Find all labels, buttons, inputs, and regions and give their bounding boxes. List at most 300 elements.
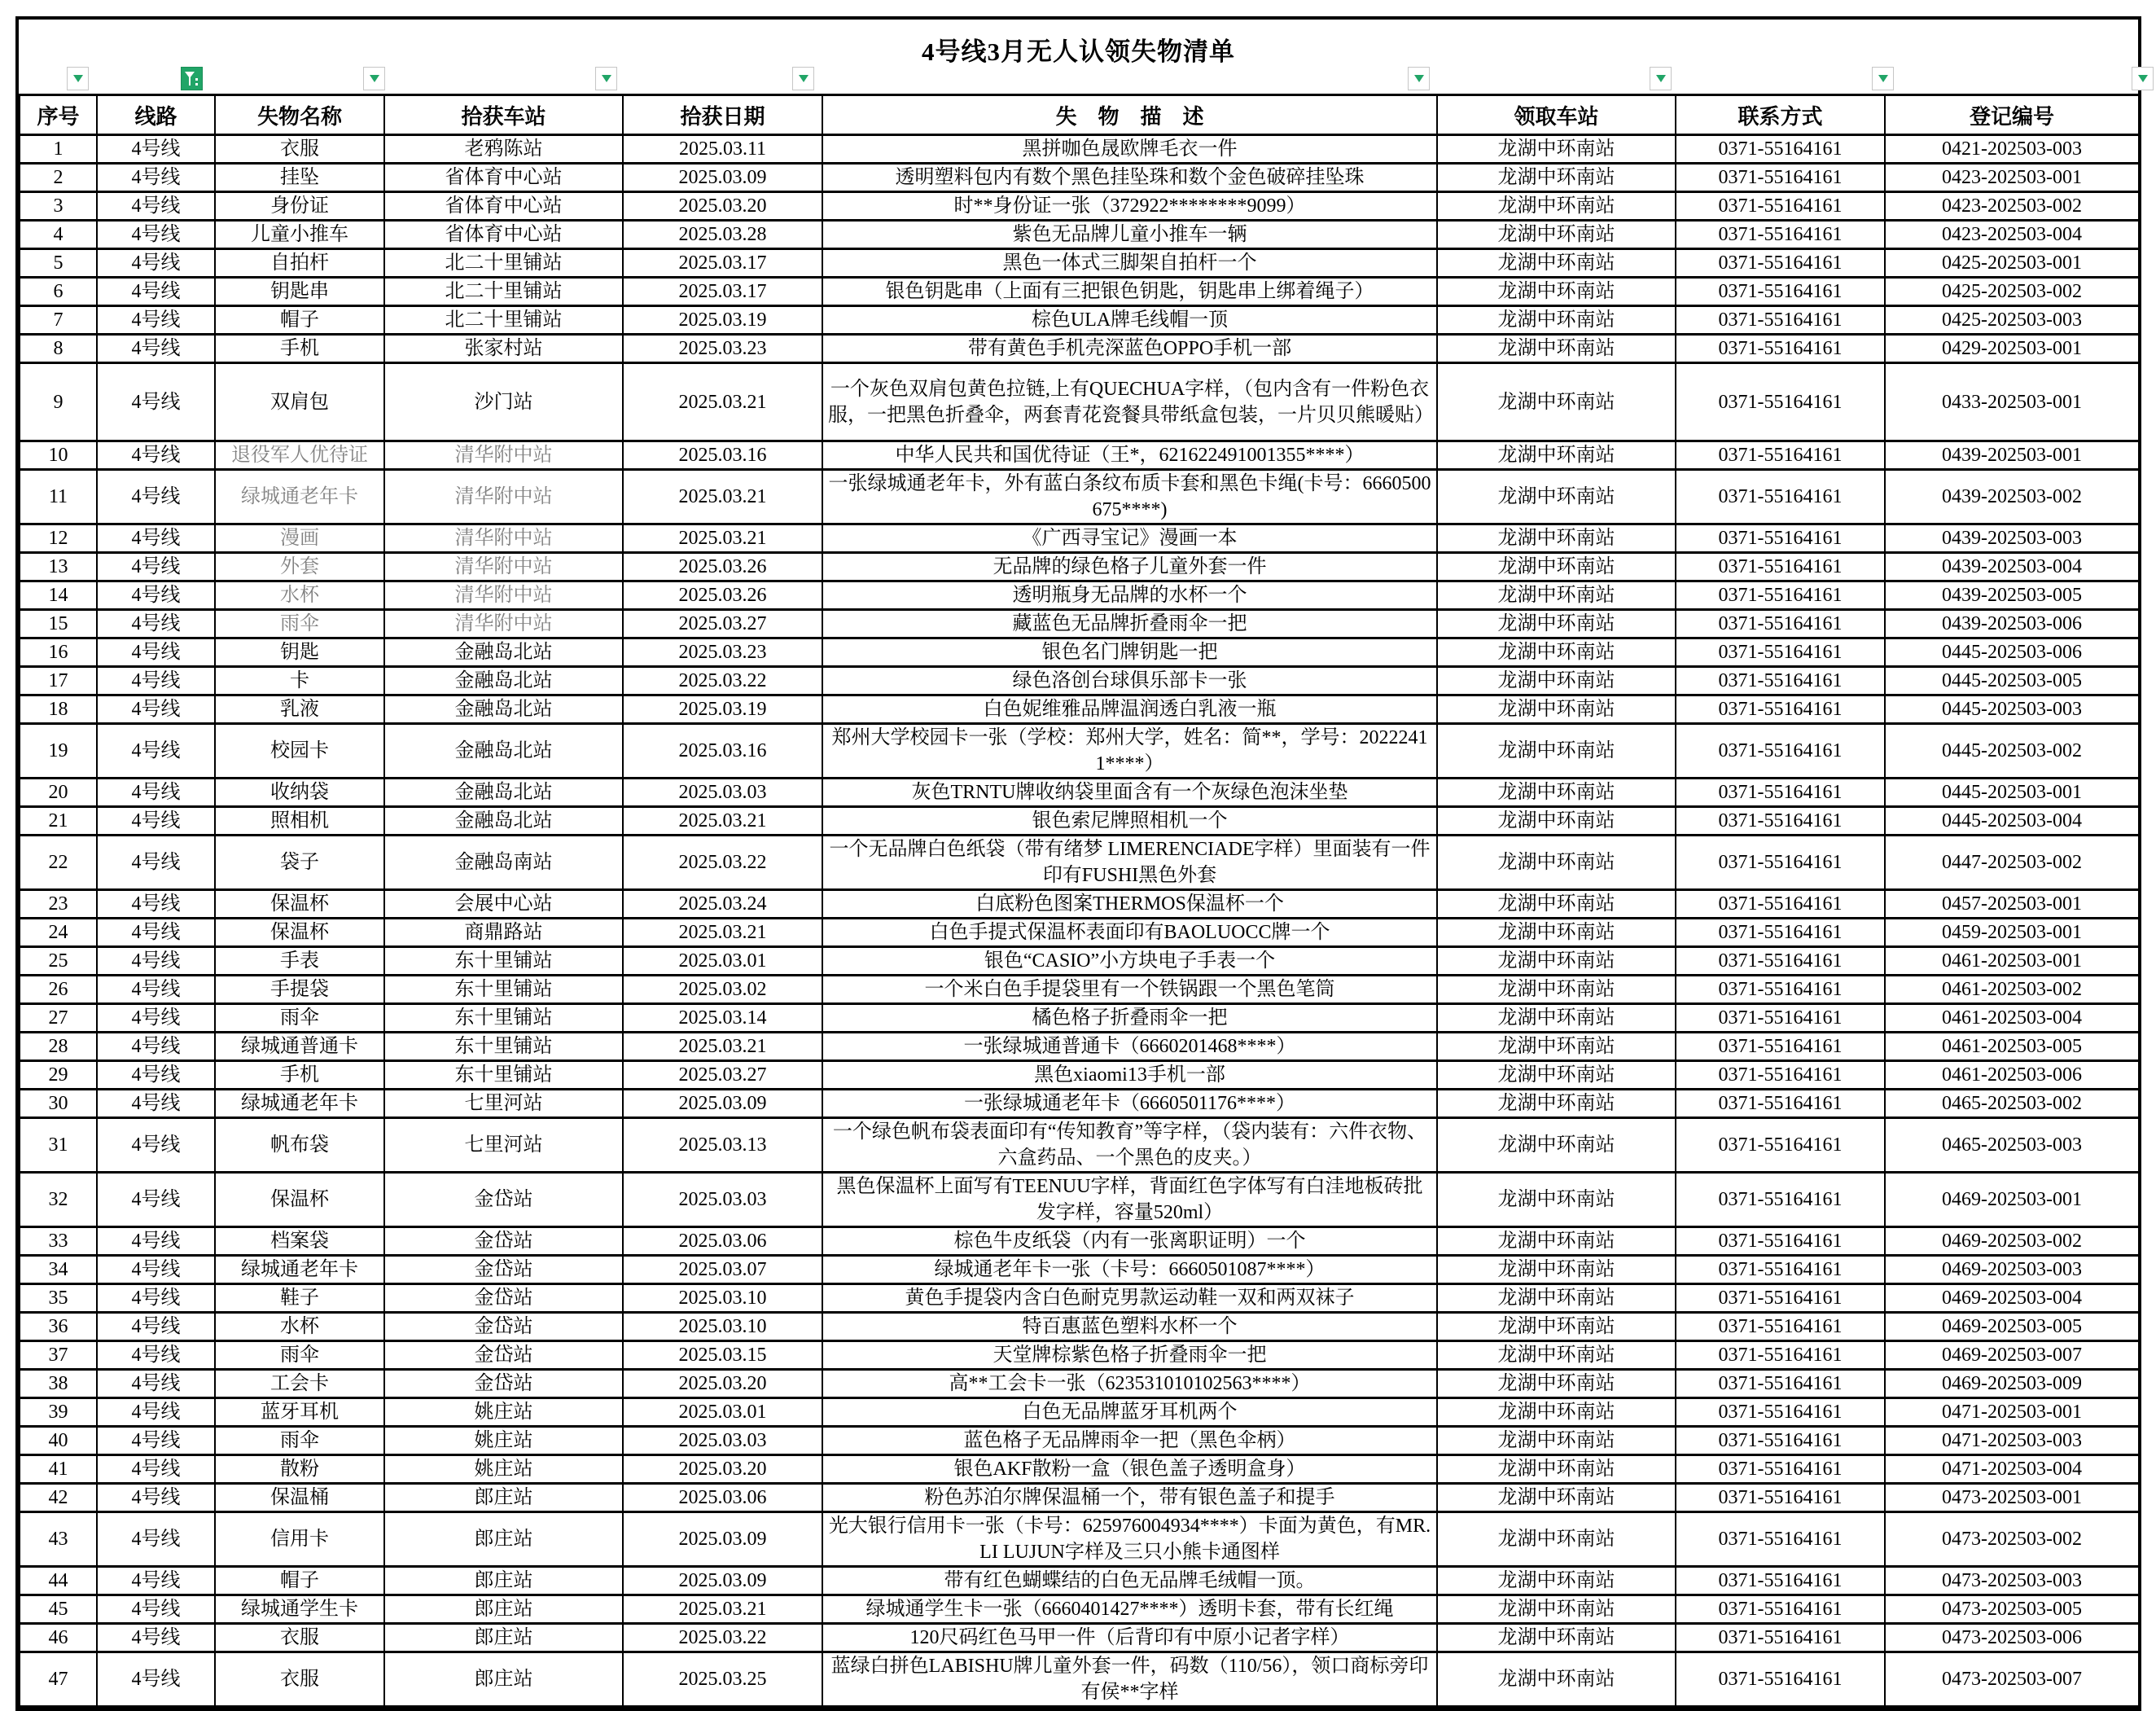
cell-no[interactable]: 8 <box>20 335 97 363</box>
cell-description[interactable]: 透明塑料包内有数个黑色挂坠珠和数个金色破碎挂坠珠 <box>822 164 1437 192</box>
cell-reg-no[interactable]: 0445-202503-003 <box>1885 695 2139 724</box>
cell-found-date[interactable]: 2025.03.20 <box>623 192 822 221</box>
cell-reg-no[interactable]: 0471-202503-004 <box>1885 1455 2139 1484</box>
cell-contact[interactable]: 0371-55164161 <box>1676 470 1885 524</box>
cell-reg-no[interactable]: 0445-202503-006 <box>1885 638 2139 667</box>
cell-description[interactable]: 银色“CASIO”小方块电子手表一个 <box>822 947 1437 976</box>
cell-line[interactable]: 4号线 <box>97 1398 215 1427</box>
cell-contact[interactable]: 0371-55164161 <box>1676 1061 1885 1090</box>
cell-line[interactable]: 4号线 <box>97 524 215 553</box>
cell-contact[interactable]: 0371-55164161 <box>1676 724 1885 779</box>
cell-pickup-station[interactable]: 龙湖中环南站 <box>1437 1455 1676 1484</box>
cell-item-name[interactable]: 双肩包 <box>215 363 384 441</box>
cell-no[interactable]: 46 <box>20 1624 97 1652</box>
cell-reg-no[interactable]: 0445-202503-001 <box>1885 779 2139 807</box>
cell-line[interactable]: 4号线 <box>97 221 215 249</box>
cell-reg-no[interactable]: 0473-202503-007 <box>1885 1652 2139 1707</box>
cell-no[interactable]: 43 <box>20 1512 97 1567</box>
cell-found-station[interactable]: 郎庄站 <box>384 1652 623 1707</box>
cell-found-date[interactable]: 2025.03.09 <box>623 1090 822 1118</box>
cell-found-date[interactable]: 2025.03.10 <box>623 1313 822 1341</box>
cell-no[interactable]: 33 <box>20 1227 97 1256</box>
cell-found-station[interactable]: 金岱站 <box>384 1284 623 1313</box>
filter-button-item-name[interactable] <box>363 67 385 90</box>
cell-line[interactable]: 4号线 <box>97 1341 215 1370</box>
cell-line[interactable]: 4号线 <box>97 1004 215 1033</box>
cell-found-date[interactable]: 2025.03.23 <box>623 335 822 363</box>
cell-line[interactable]: 4号线 <box>97 581 215 610</box>
cell-no[interactable]: 47 <box>20 1652 97 1707</box>
filter-button-found-date[interactable] <box>792 67 814 90</box>
cell-no[interactable]: 7 <box>20 306 97 335</box>
cell-line[interactable]: 4号线 <box>97 1512 215 1567</box>
cell-reg-no[interactable]: 0457-202503-001 <box>1885 890 2139 919</box>
cell-item-name[interactable]: 自拍杆 <box>215 249 384 278</box>
cell-found-date[interactable]: 2025.03.25 <box>623 1652 822 1707</box>
cell-found-date[interactable]: 2025.03.13 <box>623 1118 822 1173</box>
cell-pickup-station[interactable]: 龙湖中环南站 <box>1437 221 1676 249</box>
cell-no[interactable]: 27 <box>20 1004 97 1033</box>
cell-pickup-station[interactable]: 龙湖中环南站 <box>1437 1595 1676 1624</box>
cell-found-station[interactable]: 金融岛北站 <box>384 695 623 724</box>
cell-found-station[interactable]: 东十里铺站 <box>384 976 623 1004</box>
column-header-no[interactable]: 序号 <box>20 95 97 135</box>
cell-found-station[interactable]: 郎庄站 <box>384 1624 623 1652</box>
cell-reg-no[interactable]: 0473-202503-003 <box>1885 1567 2139 1595</box>
cell-reg-no[interactable]: 0465-202503-002 <box>1885 1090 2139 1118</box>
cell-no[interactable]: 10 <box>20 441 97 470</box>
cell-description[interactable]: 特百惠蓝色塑料水杯一个 <box>822 1313 1437 1341</box>
cell-found-date[interactable]: 2025.03.21 <box>623 524 822 553</box>
cell-pickup-station[interactable]: 龙湖中环南站 <box>1437 1033 1676 1061</box>
cell-no[interactable]: 12 <box>20 524 97 553</box>
cell-contact[interactable]: 0371-55164161 <box>1676 1227 1885 1256</box>
cell-found-date[interactable]: 2025.03.21 <box>623 1595 822 1624</box>
column-header-line[interactable]: 线路 <box>97 95 215 135</box>
cell-line[interactable]: 4号线 <box>97 890 215 919</box>
cell-description[interactable]: 一个无品牌白色纸袋（带有绪梦 LIMERENCIADE字样）里面装有一件印有FUSHI黑色外套 <box>822 836 1437 890</box>
cell-found-station[interactable]: 七里河站 <box>384 1118 623 1173</box>
cell-found-station[interactable]: 七里河站 <box>384 1090 623 1118</box>
cell-pickup-station[interactable]: 龙湖中环南站 <box>1437 363 1676 441</box>
cell-reg-no[interactable]: 0425-202503-002 <box>1885 278 2139 306</box>
cell-pickup-station[interactable]: 龙湖中环南站 <box>1437 1256 1676 1284</box>
cell-no[interactable]: 3 <box>20 192 97 221</box>
cell-description[interactable]: 银色AKF散粉一盒（银色盖子透明盒身） <box>822 1455 1437 1484</box>
cell-contact[interactable]: 0371-55164161 <box>1676 249 1885 278</box>
cell-item-name[interactable]: 水杯 <box>215 1313 384 1341</box>
cell-item-name[interactable]: 水杯 <box>215 581 384 610</box>
cell-description[interactable]: 黑拼咖色晟欧牌毛衣一件 <box>822 135 1437 164</box>
cell-item-name[interactable]: 绿城通普通卡 <box>215 1033 384 1061</box>
cell-contact[interactable]: 0371-55164161 <box>1676 976 1885 1004</box>
cell-found-station[interactable]: 姚庄站 <box>384 1455 623 1484</box>
cell-item-name[interactable]: 档案袋 <box>215 1227 384 1256</box>
cell-pickup-station[interactable]: 龙湖中环南站 <box>1437 441 1676 470</box>
cell-line[interactable]: 4号线 <box>97 1370 215 1398</box>
cell-item-name[interactable]: 鞋子 <box>215 1284 384 1313</box>
cell-description[interactable]: 中华人民共和国优待证（王*，621622491001355****） <box>822 441 1437 470</box>
cell-found-station[interactable]: 清华附中站 <box>384 610 623 638</box>
cell-found-station[interactable]: 姚庄站 <box>384 1398 623 1427</box>
cell-item-name[interactable]: 帽子 <box>215 1567 384 1595</box>
cell-contact[interactable]: 0371-55164161 <box>1676 363 1885 441</box>
cell-line[interactable]: 4号线 <box>97 1118 215 1173</box>
cell-found-date[interactable]: 2025.03.09 <box>623 1512 822 1567</box>
cell-no[interactable]: 22 <box>20 836 97 890</box>
cell-line[interactable]: 4号线 <box>97 1567 215 1595</box>
cell-contact[interactable]: 0371-55164161 <box>1676 807 1885 836</box>
cell-found-station[interactable]: 会展中心站 <box>384 890 623 919</box>
cell-reg-no[interactable]: 0471-202503-003 <box>1885 1427 2139 1455</box>
cell-description[interactable]: 黑色保温杯上面写有TEENUU字样，背面红色字体写有白洼地板砖批发字样，容量520ml） <box>822 1173 1437 1227</box>
cell-description[interactable]: 绿城通老年卡一张（卡号：6660501087****） <box>822 1256 1437 1284</box>
cell-found-date[interactable]: 2025.03.28 <box>623 221 822 249</box>
cell-pickup-station[interactable]: 龙湖中环南站 <box>1437 1398 1676 1427</box>
cell-pickup-station[interactable]: 龙湖中环南站 <box>1437 135 1676 164</box>
cell-description[interactable]: 绿城通学生卡一张（6660401427****）透明卡套，带有长红绳 <box>822 1595 1437 1624</box>
cell-line[interactable]: 4号线 <box>97 1061 215 1090</box>
cell-pickup-station[interactable]: 龙湖中环南站 <box>1437 695 1676 724</box>
cell-found-station[interactable]: 金岱站 <box>384 1370 623 1398</box>
cell-description[interactable]: 带有红色蝴蝶结的白色无品牌毛绒帽一顶。 <box>822 1567 1437 1595</box>
cell-pickup-station[interactable]: 龙湖中环南站 <box>1437 278 1676 306</box>
cell-pickup-station[interactable]: 龙湖中环南站 <box>1437 524 1676 553</box>
cell-found-station[interactable]: 东十里铺站 <box>384 947 623 976</box>
cell-found-date[interactable]: 2025.03.10 <box>623 1284 822 1313</box>
filter-button-no[interactable] <box>67 67 89 90</box>
cell-item-name[interactable]: 身份证 <box>215 192 384 221</box>
cell-contact[interactable]: 0371-55164161 <box>1676 1427 1885 1455</box>
filter-button-reg-no[interactable] <box>2132 67 2154 90</box>
cell-found-station[interactable]: 清华附中站 <box>384 553 623 581</box>
cell-no[interactable]: 29 <box>20 1061 97 1090</box>
cell-item-name[interactable]: 外套 <box>215 553 384 581</box>
cell-found-date[interactable]: 2025.03.22 <box>623 667 822 695</box>
cell-found-date[interactable]: 2025.03.01 <box>623 947 822 976</box>
cell-item-name[interactable]: 雨伞 <box>215 1427 384 1455</box>
cell-line[interactable]: 4号线 <box>97 1652 215 1707</box>
cell-description[interactable]: 紫色无品牌儿童小推车一辆 <box>822 221 1437 249</box>
cell-no[interactable]: 31 <box>20 1118 97 1173</box>
cell-description[interactable]: 一个灰色双肩包黄色拉链,上有QUECHUA字样，（包内含有一件粉色衣服，一把黑色折叠伞，两套青花瓷餐具带纸盒包装，一片贝贝熊暖贴） <box>822 363 1437 441</box>
cell-item-name[interactable]: 工会卡 <box>215 1370 384 1398</box>
cell-found-date[interactable]: 2025.03.06 <box>623 1227 822 1256</box>
cell-line[interactable]: 4号线 <box>97 1595 215 1624</box>
cell-found-date[interactable]: 2025.03.26 <box>623 581 822 610</box>
filter-button-description[interactable] <box>1408 67 1430 90</box>
cell-contact[interactable]: 0371-55164161 <box>1676 1512 1885 1567</box>
cell-description[interactable]: 郑州大学校园卡一张（学校：郑州大学，姓名：简**，学号：20222411****） <box>822 724 1437 779</box>
cell-found-date[interactable]: 2025.03.01 <box>623 1398 822 1427</box>
cell-item-name[interactable]: 散粉 <box>215 1455 384 1484</box>
cell-contact[interactable]: 0371-55164161 <box>1676 638 1885 667</box>
cell-found-date[interactable]: 2025.03.17 <box>623 278 822 306</box>
cell-description[interactable]: 透明瓶身无品牌的水杯一个 <box>822 581 1437 610</box>
cell-pickup-station[interactable]: 龙湖中环南站 <box>1437 1173 1676 1227</box>
cell-description[interactable]: 棕色ULA牌毛线帽一顶 <box>822 306 1437 335</box>
cell-no[interactable]: 26 <box>20 976 97 1004</box>
cell-found-date[interactable]: 2025.03.19 <box>623 695 822 724</box>
cell-no[interactable]: 13 <box>20 553 97 581</box>
cell-reg-no[interactable]: 0471-202503-001 <box>1885 1398 2139 1427</box>
cell-reg-no[interactable]: 0461-202503-006 <box>1885 1061 2139 1090</box>
cell-description[interactable]: 灰色TRNTU牌收纳袋里面含有一个灰绿色泡沫坐垫 <box>822 779 1437 807</box>
cell-found-date[interactable]: 2025.03.17 <box>623 249 822 278</box>
cell-reg-no[interactable]: 0425-202503-001 <box>1885 249 2139 278</box>
cell-contact[interactable]: 0371-55164161 <box>1676 667 1885 695</box>
cell-found-station[interactable]: 金岱站 <box>384 1341 623 1370</box>
cell-contact[interactable]: 0371-55164161 <box>1676 919 1885 947</box>
cell-item-name[interactable]: 保温桶 <box>215 1484 384 1512</box>
cell-item-name[interactable]: 手表 <box>215 947 384 976</box>
cell-pickup-station[interactable]: 龙湖中环南站 <box>1437 947 1676 976</box>
cell-line[interactable]: 4号线 <box>97 1455 215 1484</box>
column-header-contact[interactable]: 联系方式 <box>1676 95 1885 135</box>
cell-found-date[interactable]: 2025.03.21 <box>623 807 822 836</box>
cell-line[interactable]: 4号线 <box>97 947 215 976</box>
cell-description[interactable]: 白色手提式保温杯表面印有BAOLUOCC牌一个 <box>822 919 1437 947</box>
cell-contact[interactable]: 0371-55164161 <box>1676 524 1885 553</box>
cell-item-name[interactable]: 钥匙串 <box>215 278 384 306</box>
cell-no[interactable]: 45 <box>20 1595 97 1624</box>
cell-no[interactable]: 16 <box>20 638 97 667</box>
cell-description[interactable]: 蓝绿白拼色LABISHU牌儿童外套一件，码数（110/56），领口商标旁印有侯**字样 <box>822 1652 1437 1707</box>
cell-description[interactable]: 一个绿色帆布袋表面印有“传知教育”等字样，（袋内装有：六件衣物、六盒药品、一个黑色的皮夹。） <box>822 1118 1437 1173</box>
cell-reg-no[interactable]: 0465-202503-003 <box>1885 1118 2139 1173</box>
cell-contact[interactable]: 0371-55164161 <box>1676 1370 1885 1398</box>
cell-item-name[interactable]: 漫画 <box>215 524 384 553</box>
cell-no[interactable]: 24 <box>20 919 97 947</box>
cell-contact[interactable]: 0371-55164161 <box>1676 610 1885 638</box>
cell-description[interactable]: 粉色苏泊尔牌保温桶一个，带有银色盖子和提手 <box>822 1484 1437 1512</box>
cell-found-station[interactable]: 北二十里铺站 <box>384 278 623 306</box>
cell-contact[interactable]: 0371-55164161 <box>1676 1284 1885 1313</box>
cell-line[interactable]: 4号线 <box>97 807 215 836</box>
cell-reg-no[interactable]: 0439-202503-006 <box>1885 610 2139 638</box>
cell-found-station[interactable]: 金融岛北站 <box>384 807 623 836</box>
cell-pickup-station[interactable]: 龙湖中环南站 <box>1437 1341 1676 1370</box>
cell-description[interactable]: 天堂牌棕紫色格子折叠雨伞一把 <box>822 1341 1437 1370</box>
cell-pickup-station[interactable]: 龙湖中环南站 <box>1437 1284 1676 1313</box>
cell-contact[interactable]: 0371-55164161 <box>1676 1256 1885 1284</box>
cell-item-name[interactable]: 信用卡 <box>215 1512 384 1567</box>
cell-pickup-station[interactable]: 龙湖中环南站 <box>1437 1061 1676 1090</box>
cell-description[interactable]: 银色钥匙串（上面有三把银色钥匙，钥匙串上绑着绳子） <box>822 278 1437 306</box>
cell-pickup-station[interactable]: 龙湖中环南站 <box>1437 164 1676 192</box>
cell-reg-no[interactable]: 0423-202503-002 <box>1885 192 2139 221</box>
cell-reg-no[interactable]: 0445-202503-004 <box>1885 807 2139 836</box>
cell-contact[interactable]: 0371-55164161 <box>1676 1455 1885 1484</box>
cell-description[interactable]: 一个米白色手提袋里有一个铁锅跟一个黑色笔筒 <box>822 976 1437 1004</box>
cell-item-name[interactable]: 保温杯 <box>215 1173 384 1227</box>
cell-item-name[interactable]: 雨伞 <box>215 1004 384 1033</box>
cell-no[interactable]: 39 <box>20 1398 97 1427</box>
cell-contact[interactable]: 0371-55164161 <box>1676 1090 1885 1118</box>
cell-contact[interactable]: 0371-55164161 <box>1676 192 1885 221</box>
filter-button-contact[interactable] <box>1872 67 1894 90</box>
cell-reg-no[interactable]: 0439-202503-005 <box>1885 581 2139 610</box>
cell-found-station[interactable]: 姚庄站 <box>384 1427 623 1455</box>
cell-found-date[interactable]: 2025.03.20 <box>623 1370 822 1398</box>
cell-found-date[interactable]: 2025.03.07 <box>623 1256 822 1284</box>
column-header-pickup-station[interactable]: 领取车站 <box>1437 95 1676 135</box>
cell-line[interactable]: 4号线 <box>97 695 215 724</box>
cell-reg-no[interactable]: 0469-202503-003 <box>1885 1256 2139 1284</box>
column-header-item-name[interactable]: 失物名称 <box>215 95 384 135</box>
cell-found-station[interactable]: 北二十里铺站 <box>384 249 623 278</box>
filter-button-pickup-station[interactable] <box>1650 67 1672 90</box>
cell-found-station[interactable]: 省体育中心站 <box>384 221 623 249</box>
cell-found-station[interactable]: 郎庄站 <box>384 1567 623 1595</box>
cell-item-name[interactable]: 校园卡 <box>215 724 384 779</box>
cell-description[interactable]: 黑色一体式三脚架自拍杆一个 <box>822 249 1437 278</box>
cell-found-date[interactable]: 2025.03.21 <box>623 363 822 441</box>
cell-found-station[interactable]: 郎庄站 <box>384 1595 623 1624</box>
cell-reg-no[interactable]: 0469-202503-004 <box>1885 1284 2139 1313</box>
cell-found-date[interactable]: 2025.03.03 <box>623 1427 822 1455</box>
cell-pickup-station[interactable]: 龙湖中环南站 <box>1437 553 1676 581</box>
cell-line[interactable]: 4号线 <box>97 135 215 164</box>
cell-contact[interactable]: 0371-55164161 <box>1676 1624 1885 1652</box>
cell-no[interactable]: 25 <box>20 947 97 976</box>
cell-reg-no[interactable]: 0461-202503-005 <box>1885 1033 2139 1061</box>
cell-found-date[interactable]: 2025.03.24 <box>623 890 822 919</box>
cell-reg-no[interactable]: 0445-202503-002 <box>1885 724 2139 779</box>
cell-line[interactable]: 4号线 <box>97 976 215 1004</box>
cell-pickup-station[interactable]: 龙湖中环南站 <box>1437 1370 1676 1398</box>
cell-line[interactable]: 4号线 <box>97 164 215 192</box>
cell-no[interactable]: 28 <box>20 1033 97 1061</box>
cell-reg-no[interactable]: 0459-202503-001 <box>1885 919 2139 947</box>
cell-description[interactable]: 一张绿城通普通卡（6660201468****） <box>822 1033 1437 1061</box>
cell-contact[interactable]: 0371-55164161 <box>1676 836 1885 890</box>
cell-found-station[interactable]: 省体育中心站 <box>384 192 623 221</box>
cell-contact[interactable]: 0371-55164161 <box>1676 278 1885 306</box>
cell-line[interactable]: 4号线 <box>97 1227 215 1256</box>
cell-no[interactable]: 4 <box>20 221 97 249</box>
cell-found-station[interactable]: 金岱站 <box>384 1227 623 1256</box>
cell-item-name[interactable]: 袋子 <box>215 836 384 890</box>
cell-item-name[interactable]: 收纳袋 <box>215 779 384 807</box>
cell-contact[interactable]: 0371-55164161 <box>1676 1173 1885 1227</box>
cell-item-name[interactable]: 帽子 <box>215 306 384 335</box>
cell-found-station[interactable]: 商鼎路站 <box>384 919 623 947</box>
cell-no[interactable]: 9 <box>20 363 97 441</box>
cell-item-name[interactable]: 挂坠 <box>215 164 384 192</box>
cell-found-station[interactable]: 金融岛北站 <box>384 638 623 667</box>
cell-description[interactable]: 无品牌的绿色格子儿童外套一件 <box>822 553 1437 581</box>
cell-description[interactable]: 一张绿城通老年卡，外有蓝白条纹布质卡套和黑色卡绳(卡号：6660500675****) <box>822 470 1437 524</box>
cell-reg-no[interactable]: 0439-202503-001 <box>1885 441 2139 470</box>
cell-line[interactable]: 4号线 <box>97 1624 215 1652</box>
cell-reg-no[interactable]: 0423-202503-001 <box>1885 164 2139 192</box>
cell-contact[interactable]: 0371-55164161 <box>1676 164 1885 192</box>
cell-pickup-station[interactable]: 龙湖中环南站 <box>1437 1567 1676 1595</box>
cell-found-station[interactable]: 东十里铺站 <box>384 1004 623 1033</box>
cell-line[interactable]: 4号线 <box>97 919 215 947</box>
cell-item-name[interactable]: 卡 <box>215 667 384 695</box>
cell-no[interactable]: 37 <box>20 1341 97 1370</box>
cell-line[interactable]: 4号线 <box>97 1090 215 1118</box>
cell-pickup-station[interactable]: 龙湖中环南站 <box>1437 1624 1676 1652</box>
cell-reg-no[interactable]: 0473-202503-005 <box>1885 1595 2139 1624</box>
cell-line[interactable]: 4号线 <box>97 1427 215 1455</box>
cell-found-station[interactable]: 北二十里铺站 <box>384 306 623 335</box>
cell-item-name[interactable]: 保温杯 <box>215 919 384 947</box>
cell-found-date[interactable]: 2025.03.14 <box>623 1004 822 1033</box>
cell-description[interactable]: 银色索尼牌照相机一个 <box>822 807 1437 836</box>
cell-found-station[interactable]: 东十里铺站 <box>384 1061 623 1090</box>
cell-pickup-station[interactable]: 龙湖中环南站 <box>1437 836 1676 890</box>
cell-item-name[interactable]: 雨伞 <box>215 1341 384 1370</box>
cell-reg-no[interactable]: 0473-202503-006 <box>1885 1624 2139 1652</box>
cell-found-date[interactable]: 2025.03.19 <box>623 306 822 335</box>
cell-contact[interactable]: 0371-55164161 <box>1676 890 1885 919</box>
cell-found-date[interactable]: 2025.03.27 <box>623 1061 822 1090</box>
cell-found-station[interactable]: 老鸦陈站 <box>384 135 623 164</box>
cell-line[interactable]: 4号线 <box>97 1033 215 1061</box>
cell-line[interactable]: 4号线 <box>97 470 215 524</box>
cell-reg-no[interactable]: 0469-202503-001 <box>1885 1173 2139 1227</box>
cell-description[interactable]: 白色无品牌蓝牙耳机两个 <box>822 1398 1437 1427</box>
cell-found-station[interactable]: 清华附中站 <box>384 524 623 553</box>
cell-found-date[interactable]: 2025.03.20 <box>623 1455 822 1484</box>
cell-no[interactable]: 41 <box>20 1455 97 1484</box>
cell-found-date[interactable]: 2025.03.26 <box>623 553 822 581</box>
cell-found-station[interactable]: 金融岛北站 <box>384 724 623 779</box>
cell-reg-no[interactable]: 0469-202503-002 <box>1885 1227 2139 1256</box>
cell-no[interactable]: 21 <box>20 807 97 836</box>
cell-no[interactable]: 42 <box>20 1484 97 1512</box>
cell-pickup-station[interactable]: 龙湖中环南站 <box>1437 1427 1676 1455</box>
cell-found-station[interactable]: 清华附中站 <box>384 441 623 470</box>
cell-found-date[interactable]: 2025.03.23 <box>623 638 822 667</box>
cell-found-date[interactable]: 2025.03.22 <box>623 836 822 890</box>
cell-pickup-station[interactable]: 龙湖中环南站 <box>1437 470 1676 524</box>
cell-item-name[interactable]: 退役军人优待证 <box>215 441 384 470</box>
cell-description[interactable]: 橘色格子折叠雨伞一把 <box>822 1004 1437 1033</box>
cell-contact[interactable]: 0371-55164161 <box>1676 441 1885 470</box>
cell-item-name[interactable]: 乳液 <box>215 695 384 724</box>
cell-no[interactable]: 36 <box>20 1313 97 1341</box>
cell-found-date[interactable]: 2025.03.15 <box>623 1341 822 1370</box>
cell-no[interactable]: 19 <box>20 724 97 779</box>
cell-line[interactable]: 4号线 <box>97 335 215 363</box>
cell-pickup-station[interactable]: 龙湖中环南站 <box>1437 1512 1676 1567</box>
cell-found-station[interactable]: 省体育中心站 <box>384 164 623 192</box>
cell-description[interactable]: 白底粉色图案THERMOS保温杯一个 <box>822 890 1437 919</box>
cell-item-name[interactable]: 衣服 <box>215 135 384 164</box>
cell-contact[interactable]: 0371-55164161 <box>1676 335 1885 363</box>
cell-found-station[interactable]: 郎庄站 <box>384 1484 623 1512</box>
cell-contact[interactable]: 0371-55164161 <box>1676 135 1885 164</box>
cell-no[interactable]: 23 <box>20 890 97 919</box>
cell-reg-no[interactable]: 0469-202503-007 <box>1885 1341 2139 1370</box>
cell-pickup-station[interactable]: 龙湖中环南站 <box>1437 610 1676 638</box>
cell-line[interactable]: 4号线 <box>97 1313 215 1341</box>
cell-description[interactable]: 黄色手提袋内含白色耐克男款运动鞋一双和两双袜子 <box>822 1284 1437 1313</box>
cell-contact[interactable]: 0371-55164161 <box>1676 1484 1885 1512</box>
cell-contact[interactable]: 0371-55164161 <box>1676 695 1885 724</box>
cell-item-name[interactable]: 手机 <box>215 335 384 363</box>
cell-item-name[interactable]: 帆布袋 <box>215 1118 384 1173</box>
filter-button-found-station[interactable] <box>595 67 617 90</box>
column-header-description[interactable]: 失 物 描 述 <box>822 95 1437 135</box>
cell-found-station[interactable]: 金岱站 <box>384 1173 623 1227</box>
cell-found-date[interactable]: 2025.03.21 <box>623 470 822 524</box>
cell-pickup-station[interactable]: 龙湖中环南站 <box>1437 807 1676 836</box>
